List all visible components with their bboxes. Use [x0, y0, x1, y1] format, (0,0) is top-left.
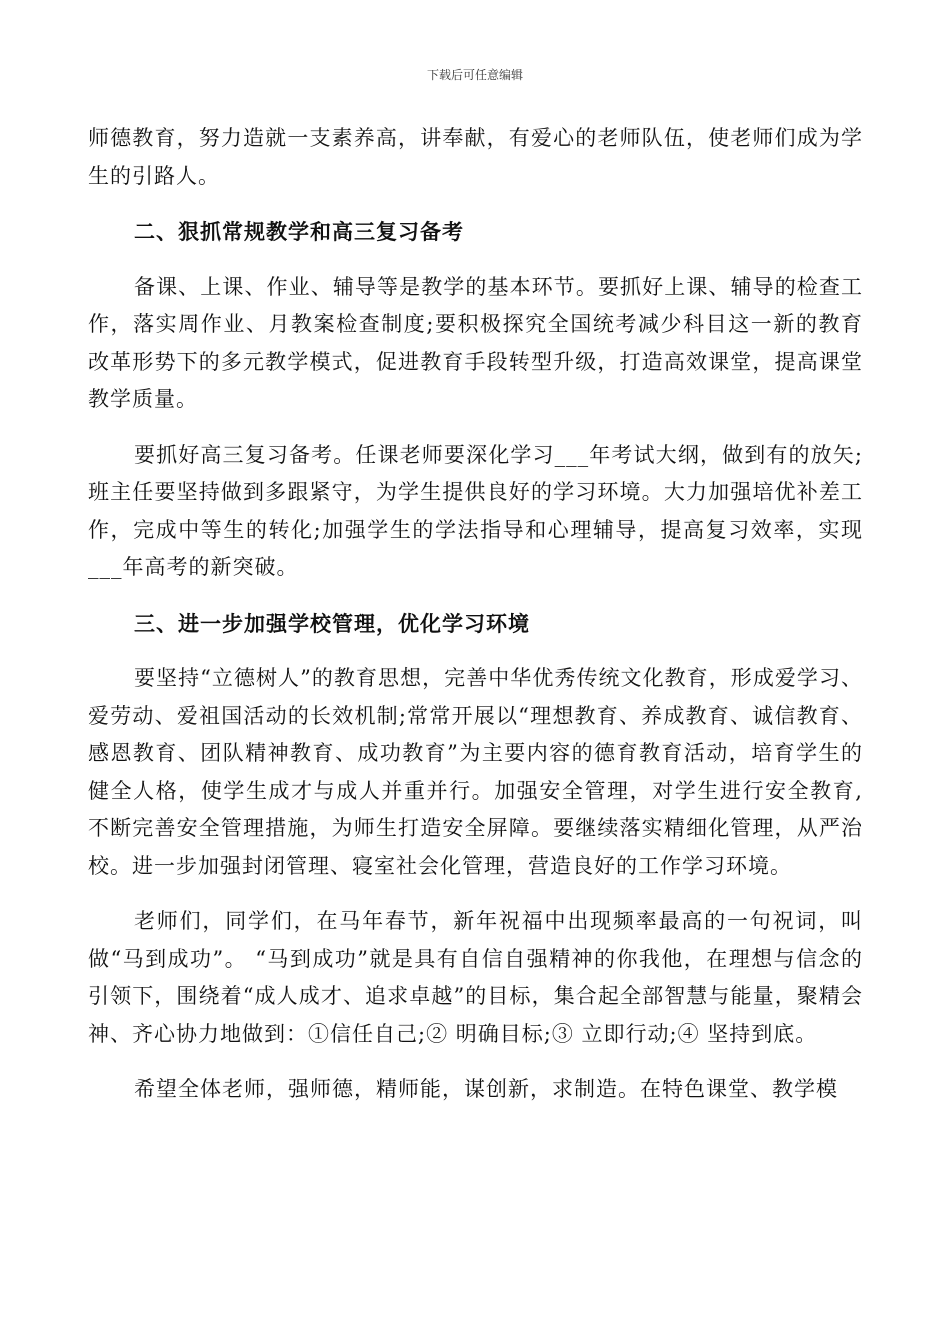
body-paragraph: 备课、上课、作业、辅导等是教学的基本环节。要抓好上课、辅导的检查工作，落实周作业、月教案检查制度;要积极探究全国统考减少科目这一新的教育改革形势下的多元教学模式，促进教育手段转型升级，打造高效课堂，提高课堂教学质量。 — [88, 274, 863, 411]
body-paragraph: 要抓好高三复习备考。任课老师要深化学习___年考试大纲，做到有的放矢;班主任要坚持做到多跟紧守，为学生提供良好的学习环境。大力加强培优补差工作，完成中等生的转化;加强学生的学法指导和心理辅导，提高复习效率，实现___年高考的新突破。 — [88, 442, 863, 579]
document-body — [88, 120, 863, 1109]
body-paragraph: 希望全体老师，强师德，精师能，谋创新，求制造。在特色课堂、教学模 — [134, 1077, 838, 1101]
body-paragraph: 师德教育，努力造就一支素养高，讲奉献，有爱心的老师队伍，使老师们成为学生的引路人。 — [88, 126, 863, 188]
header-note: 下载后可任意编辑 — [426, 68, 523, 82]
section-heading: 三、进一步加强学校管理，优化学习环境 — [134, 610, 530, 636]
section-heading: 二、狠抓常规教学和高三复习备考 — [134, 219, 464, 244]
body-paragraph: 老师们，同学们，在马年春节，新年祝福中出现频率最高的一句祝词，叫做“马到成功”。 “马到成功”就是具有自信自强精神的你我他，在理想与信念的引领下，围绕着“成人成才、追求卓越”的目标，集合起全部智慧与能量，聚精会神、齐心协力地做到：①信任自己;② 明确目标;③ 立即行动;④ 坚持到底。 — [88, 909, 863, 1046]
body-paragraph: 要坚持“立德树人”的教育思想，完善中华优秀传统文化教育，形成爱学习、爱劳动、爱祖国活动的长效机制;常常开展以“理想教育、养成教育、诚信教育、感恩教育、团队精神教育、成功教育”为主要内容的德育教育活动，培育学生的健全人格，使学生成才与成人并重并行。加强安全管理，对学生进行安全教育,不断完善安全管理措施，为师生打造安全屏障。要继续落实精细化管理，从严治校。进一步加强封闭管理、寝室社会化管理，营造良好的工作学习环境。 — [88, 666, 863, 878]
